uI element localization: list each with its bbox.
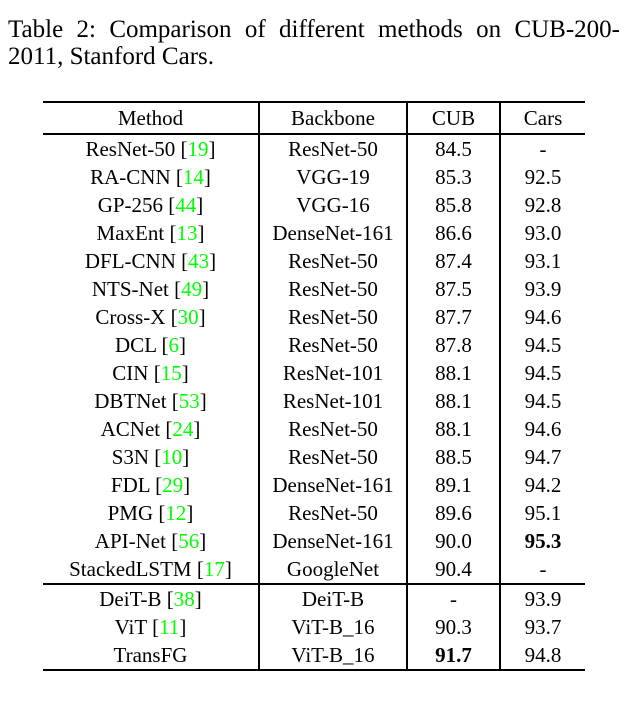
- citation-close-bracket: ]: [182, 444, 190, 469]
- method-cell: [43, 219, 259, 247]
- cars-score-cell: -: [500, 134, 585, 163]
- backbone-cell: ResNet-50: [259, 499, 407, 527]
- citation-close-bracket: ]: [186, 500, 194, 525]
- method-name: TransFG: [113, 642, 188, 667]
- method-name: GP-256 [: [97, 192, 176, 217]
- column-header-method: Method: [43, 102, 259, 134]
- cars-score-cell: 92.8: [500, 191, 585, 219]
- cub-score-cell: 87.7: [407, 303, 500, 331]
- citation-link[interactable]: 53: [178, 388, 200, 413]
- citation-close-bracket: ]: [203, 164, 211, 189]
- cub-score-cell: 88.5: [407, 443, 500, 471]
- cub-score-cell: 88.1: [407, 359, 500, 387]
- cars-score-cell: 94.5: [500, 331, 585, 359]
- method-cell: [43, 471, 259, 499]
- column-header-backbone: Backbone: [259, 102, 407, 134]
- table-caption: [8, 16, 620, 70]
- citation-link[interactable]: 10: [161, 444, 183, 469]
- table-row: [43, 191, 585, 219]
- table-row: [43, 443, 585, 471]
- backbone-cell: DeiT-B: [259, 584, 407, 613]
- citation-link[interactable]: 49: [181, 276, 203, 301]
- method-cell: [43, 331, 259, 359]
- method-cell: [43, 641, 259, 670]
- citation-link[interactable]: 6: [168, 332, 179, 357]
- citation-link[interactable]: 15: [160, 360, 182, 385]
- method-name: ACNet [: [100, 416, 173, 441]
- table-row: [43, 163, 585, 191]
- citation-link[interactable]: 19: [187, 136, 209, 161]
- method-cell: [43, 415, 259, 443]
- method-name: ResNet-50 [: [85, 136, 188, 161]
- citation-close-bracket: ]: [179, 614, 187, 639]
- citation-link[interactable]: 29: [162, 472, 184, 497]
- citation-close-bracket: ]: [202, 276, 210, 301]
- cub-score-cell: 90.0: [407, 527, 500, 555]
- citation-close-bracket: ]: [193, 416, 201, 441]
- citation-link[interactable]: 30: [177, 304, 199, 329]
- method-cell: [43, 275, 259, 303]
- citation-close-bracket: ]: [178, 332, 186, 357]
- cars-score-cell: 94.5: [500, 387, 585, 415]
- method-cell: [43, 163, 259, 191]
- method-cell: [43, 499, 259, 527]
- table-row: [43, 219, 585, 247]
- cars-score-cell: 95.1: [500, 499, 585, 527]
- table-row: [43, 499, 585, 527]
- cub-score-cell: 90.4: [407, 555, 500, 584]
- cars-score-cell: 93.7: [500, 613, 585, 641]
- table-row: [43, 359, 585, 387]
- cars-score-cell: 93.1: [500, 247, 585, 275]
- backbone-cell: DenseNet-161: [259, 527, 407, 555]
- method-cell: [43, 387, 259, 415]
- backbone-cell: GoogleNet: [259, 555, 407, 584]
- method-name: DFL-CNN [: [84, 248, 189, 273]
- header-row: [43, 102, 585, 134]
- table-row: [43, 275, 585, 303]
- table-row: [43, 387, 585, 415]
- method-name: DCL [: [115, 332, 169, 357]
- method-cell: [43, 443, 259, 471]
- method-name: DeiT-B [: [99, 586, 174, 611]
- cub-score-cell: 90.3: [407, 613, 500, 641]
- cub-score-cell: 87.8: [407, 331, 500, 359]
- cub-score-cell: 89.6: [407, 499, 500, 527]
- table-row: [43, 415, 585, 443]
- method-name: FDL [: [110, 472, 163, 497]
- citation-close-bracket: ]: [198, 304, 206, 329]
- cars-score-cell: -: [500, 555, 585, 584]
- citation-close-bracket: ]: [183, 472, 191, 497]
- cars-score-cell: 93.9: [500, 584, 585, 613]
- cars-score-cell: 94.2: [500, 471, 585, 499]
- cars-score-cell: 93.9: [500, 275, 585, 303]
- method-cell: [43, 247, 259, 275]
- citation-close-bracket: ]: [197, 220, 205, 245]
- table-row: [43, 134, 585, 163]
- backbone-cell: DenseNet-161: [259, 471, 407, 499]
- citation-link[interactable]: 12: [165, 500, 187, 525]
- method-name: S3N [: [111, 444, 162, 469]
- method-name: ViT [: [114, 614, 160, 639]
- cars-score-cell: 94.8: [500, 641, 585, 670]
- citation-link[interactable]: 56: [178, 528, 200, 553]
- caption-line-2: 2011, Stanford Cars.: [8, 43, 214, 70]
- citation-close-bracket: ]: [208, 136, 216, 161]
- method-name: DBTNet [: [94, 388, 179, 413]
- column-header-cars: Cars: [500, 102, 585, 134]
- table-row: [43, 471, 585, 499]
- method-name: MaxEnt [: [96, 220, 177, 245]
- cub-score-cell: 84.5: [407, 134, 500, 163]
- cub-score-cell: 85.3: [407, 163, 500, 191]
- cub-score-cell: 89.1: [407, 471, 500, 499]
- cars-score-cell: 94.6: [500, 415, 585, 443]
- table-row: [43, 303, 585, 331]
- citation-close-bracket: ]: [196, 192, 204, 217]
- cub-score-cell: 88.1: [407, 415, 500, 443]
- table-row: [43, 527, 585, 555]
- cub-score-cell: 87.4: [407, 247, 500, 275]
- citation-close-bracket: ]: [209, 248, 217, 273]
- method-name: CIN [: [112, 360, 161, 385]
- table-row: [43, 613, 585, 641]
- method-name: StackedLSTM [: [69, 556, 204, 581]
- table-row: [43, 247, 585, 275]
- citation-link[interactable]: 13: [176, 220, 198, 245]
- method-cell: [43, 555, 259, 584]
- method-name: Cross-X [: [95, 304, 178, 329]
- table-row: [43, 584, 585, 613]
- backbone-cell: ResNet-50: [259, 415, 407, 443]
- results-table: [43, 101, 585, 671]
- cub-score-cell: 88.1: [407, 387, 500, 415]
- backbone-cell: ResNet-50: [259, 247, 407, 275]
- method-cell: [43, 191, 259, 219]
- method-cell: [43, 303, 259, 331]
- citation-link[interactable]: 11: [159, 614, 180, 639]
- method-cell: [43, 527, 259, 555]
- backbone-cell: ViT-B_16: [259, 641, 407, 670]
- cars-score-cell: 92.5: [500, 163, 585, 191]
- cub-score-cell: 91.7: [407, 641, 500, 670]
- citation-close-bracket: ]: [224, 556, 232, 581]
- table-row: [43, 555, 585, 584]
- cars-score-cell: 93.0: [500, 219, 585, 247]
- cars-score-cell: 94.6: [500, 303, 585, 331]
- backbone-cell: ResNet-50: [259, 443, 407, 471]
- backbone-cell: ResNet-50: [259, 331, 407, 359]
- citation-link[interactable]: 14: [182, 164, 204, 189]
- backbone-cell: ResNet-50: [259, 275, 407, 303]
- cars-score-cell: 94.5: [500, 359, 585, 387]
- citation-close-bracket: ]: [199, 528, 207, 553]
- method-name: API-Net [: [94, 528, 179, 553]
- citation-close-bracket: ]: [181, 360, 189, 385]
- method-name: PMG [: [107, 500, 166, 525]
- method-name: NTS-Net [: [91, 276, 182, 301]
- cars-score-cell: 94.7: [500, 443, 585, 471]
- backbone-cell: VGG-16: [259, 191, 407, 219]
- cub-score-cell: 87.5: [407, 275, 500, 303]
- citation-link[interactable]: 43: [188, 248, 210, 273]
- table-row: [43, 641, 585, 670]
- cub-score-cell: -: [407, 584, 500, 613]
- backbone-cell: ResNet-101: [259, 359, 407, 387]
- column-header-cub: CUB: [407, 102, 500, 134]
- caption-line-1: Table 2: Comparison of different methods on CUB-200-: [8, 16, 620, 43]
- cub-score-cell: 85.8: [407, 191, 500, 219]
- backbone-cell: ResNet-101: [259, 387, 407, 415]
- method-cell: [43, 613, 259, 641]
- backbone-cell: ResNet-50: [259, 303, 407, 331]
- method-cell: [43, 584, 259, 613]
- citation-close-bracket: ]: [194, 586, 202, 611]
- citation-close-bracket: ]: [199, 388, 207, 413]
- method-cell: [43, 134, 259, 163]
- backbone-cell: DenseNet-161: [259, 219, 407, 247]
- table-row: [43, 331, 585, 359]
- backbone-cell: VGG-19: [259, 163, 407, 191]
- cars-score-cell: 95.3: [500, 527, 585, 555]
- method-cell: [43, 359, 259, 387]
- cub-score-cell: 86.6: [407, 219, 500, 247]
- backbone-cell: ResNet-50: [259, 134, 407, 163]
- citation-link[interactable]: 24: [172, 416, 194, 441]
- citation-link[interactable]: 38: [173, 586, 195, 611]
- citation-link[interactable]: 17: [203, 556, 225, 581]
- citation-link[interactable]: 44: [175, 192, 197, 217]
- method-name: RA-CNN [: [90, 164, 183, 189]
- backbone-cell: ViT-B_16: [259, 613, 407, 641]
